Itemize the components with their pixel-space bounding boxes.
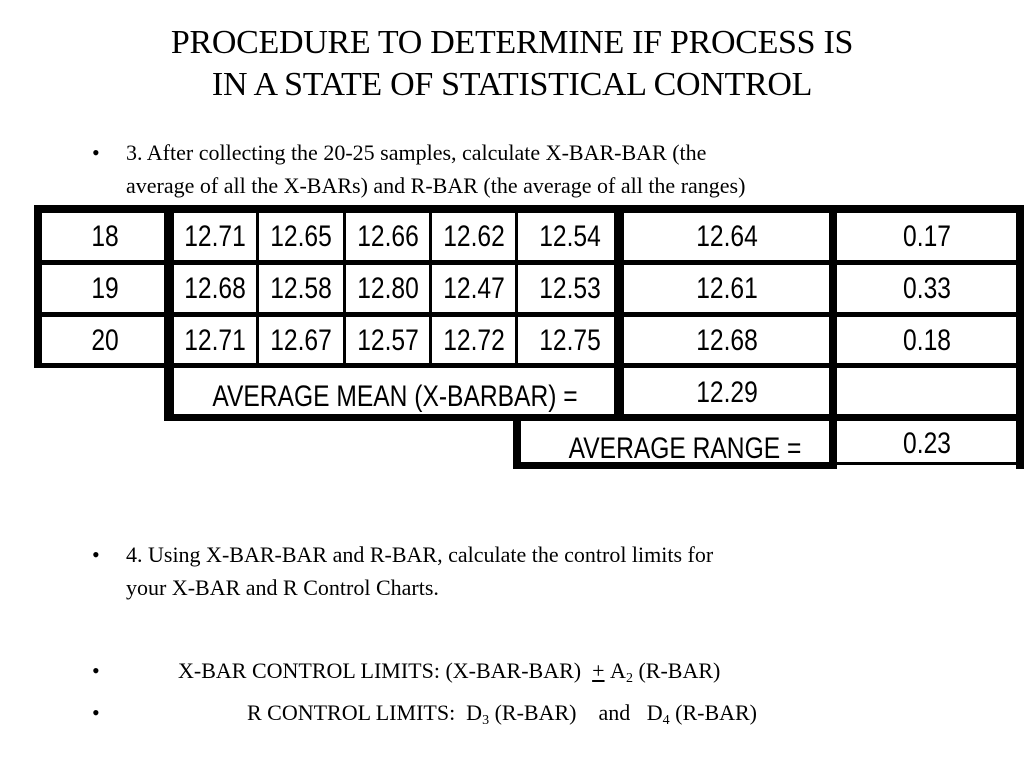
table-cell-x3: 12.66 <box>357 220 419 253</box>
table-cell-x5: 12.53 <box>539 272 601 305</box>
bullet-1-line-1: 3. After collecting the 20-25 samples, calculate X-BAR-BAR (the <box>126 140 707 165</box>
average-mean-label: AVERAGE MEAN (X-BARBAR) = <box>212 380 578 413</box>
table-cell-x1: 12.71 <box>184 220 246 253</box>
table-cell-x3: 12.80 <box>357 272 419 305</box>
table-cell-x2: 12.58 <box>270 272 332 305</box>
table-cell-mean: 12.64 <box>696 220 758 253</box>
table-cell-x3: 12.57 <box>357 324 419 357</box>
table-border <box>1016 205 1024 469</box>
title-line-2: IN A STATE OF STATISTICAL CONTROL <box>211 66 813 103</box>
table-cell-x5: 12.75 <box>539 324 601 357</box>
table-cell-x1: 12.68 <box>184 272 246 305</box>
r-limits-prefix: R CONTROL LIMITS: D <box>247 700 483 725</box>
table-cell-x2: 12.65 <box>270 220 332 253</box>
slide-title <box>0 22 1024 106</box>
table-border <box>837 462 1024 465</box>
table-border <box>34 205 42 368</box>
table-border <box>34 260 1024 265</box>
table-cell-x1: 12.71 <box>184 324 246 357</box>
table-cell-sample: 18 <box>91 220 119 253</box>
table-border <box>256 213 259 365</box>
average-mean-value: 12.29 <box>696 376 758 409</box>
d3-subscript: 3 <box>482 713 490 728</box>
table-cell-range: 0.17 <box>903 220 951 253</box>
table-cell-mean: 12.61 <box>696 272 758 305</box>
bullet-1-line-2: average of all the X-BARs) and R-BAR (the average of all the ranges) <box>126 173 746 198</box>
bullet-marker: • <box>92 140 100 165</box>
table-border <box>164 205 174 421</box>
table-border <box>614 205 624 421</box>
average-range-value: 0.23 <box>903 427 951 460</box>
bullet-marker: • <box>92 542 100 567</box>
table-cell-range: 0.18 <box>903 324 951 357</box>
r-control-limits <box>247 696 757 737</box>
xbar-limits-prefix: X-BAR CONTROL LIMITS: (X-BAR-BAR) <box>178 658 582 683</box>
table-cell-mean: 12.68 <box>696 324 758 357</box>
a-subscript: 2 <box>625 671 633 686</box>
table-border <box>166 414 1024 421</box>
table-border <box>829 205 837 469</box>
average-range-label: AVERAGE RANGE = <box>568 432 802 465</box>
bullet-2-line-2: your X-BAR and R Control Charts. <box>126 575 439 600</box>
xbar-limits-suffix: (R-BAR) <box>638 658 721 683</box>
table-cell-x5: 12.54 <box>539 220 601 253</box>
title-line-1: PROCEDURE TO DETERMINE IF PROCESS IS <box>170 24 854 61</box>
table-cell-x4: 12.47 <box>443 272 505 305</box>
table-border <box>34 312 1024 317</box>
xbar-control-limits <box>178 654 720 695</box>
table-cell-x2: 12.67 <box>270 324 332 357</box>
r-limits-mid: (R-BAR) and D <box>494 700 663 725</box>
r-limits-suffix: (R-BAR) <box>675 700 758 725</box>
table-cell-x4: 12.62 <box>443 220 505 253</box>
table-border <box>429 213 432 365</box>
d4-subscript: 4 <box>662 713 670 728</box>
table-border <box>515 213 518 365</box>
bullet-marker: • <box>92 658 100 683</box>
bullet-marker: • <box>92 700 100 725</box>
table-cell-sample: 19 <box>91 272 119 305</box>
table-border <box>343 213 346 365</box>
a-constant: A <box>610 658 626 683</box>
bullet-2-line-1: 4. Using X-BAR-BAR and R-BAR, calculate the control limits for <box>126 542 714 567</box>
table-border <box>34 363 1024 368</box>
table-border <box>34 205 1024 213</box>
table-cell-range: 0.33 <box>903 272 951 305</box>
plus-minus-symbol: + <box>592 658 605 683</box>
table-cell-x4: 12.72 <box>443 324 505 357</box>
table-cell-sample: 20 <box>91 324 119 357</box>
